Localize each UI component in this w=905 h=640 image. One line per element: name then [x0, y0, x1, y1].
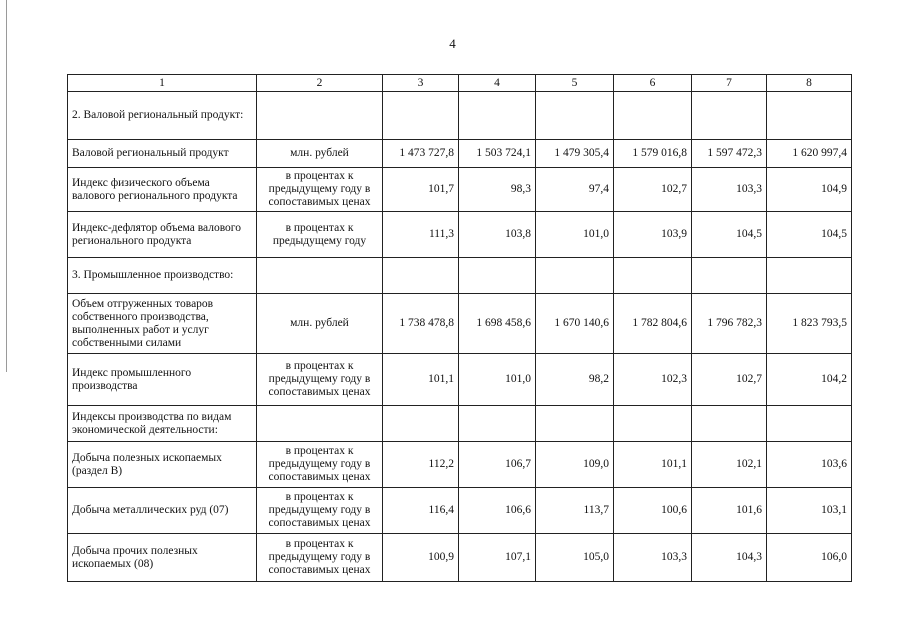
- unit-cell: [257, 92, 383, 140]
- value-cell: 101,1: [614, 442, 692, 488]
- value-cell: 107,1: [459, 534, 536, 582]
- column-header: 3: [383, 75, 459, 92]
- indicator-name: Добыча металлических руд (07): [68, 488, 257, 534]
- value-cell: 1 670 140,6: [536, 294, 614, 354]
- value-cell: 98,3: [459, 168, 536, 212]
- value-cell: 111,3: [383, 212, 459, 258]
- section-row-grp: [68, 92, 852, 140]
- value-cell: 100,9: [383, 534, 459, 582]
- value-cell: 112,2: [383, 442, 459, 488]
- table-row: [68, 354, 852, 406]
- value-cell: [383, 258, 459, 294]
- column-header: 4: [459, 75, 536, 92]
- value-cell: 102,7: [614, 168, 692, 212]
- value-cell: 103,6: [767, 442, 852, 488]
- value-cell: [614, 258, 692, 294]
- value-cell: 116,4: [383, 488, 459, 534]
- indicator-name: Добыча полезных ископаемых (раздел B): [68, 442, 257, 488]
- indicator-name: 3. Промышленное производство:: [68, 258, 257, 294]
- value-cell: 104,5: [692, 212, 767, 258]
- indicator-name: Добыча прочих полезных ископаемых (08): [68, 534, 257, 582]
- column-header: 5: [536, 75, 614, 92]
- value-cell: [692, 406, 767, 442]
- value-cell: 1 479 305,4: [536, 140, 614, 168]
- value-cell: [767, 92, 852, 140]
- column-header: 8: [767, 75, 852, 92]
- value-cell: 109,0: [536, 442, 614, 488]
- column-header: 6: [614, 75, 692, 92]
- value-cell: 101,0: [459, 354, 536, 406]
- indicator-name: Объем отгруженных товаров собственного производства, выполненных работ и услуг собственными силами: [68, 294, 257, 354]
- value-cell: [459, 92, 536, 140]
- column-header: 7: [692, 75, 767, 92]
- value-cell: 104,5: [767, 212, 852, 258]
- value-cell: 103,3: [614, 534, 692, 582]
- table-row: [68, 442, 852, 488]
- value-cell: 101,1: [383, 354, 459, 406]
- indicator-name: Индексы производства по видам экономической деятельности:: [68, 406, 257, 442]
- unit-cell: [257, 258, 383, 294]
- table-row: [68, 294, 852, 354]
- value-cell: 113,7: [536, 488, 614, 534]
- value-cell: [767, 258, 852, 294]
- unit-cell: в процентах к предыдущему году в сопоставимых ценах: [257, 534, 383, 582]
- unit-cell: в процентах к предыдущему году в сопоставимых ценах: [257, 442, 383, 488]
- value-cell: [459, 258, 536, 294]
- indicator-name: Индекс физического объема валового регионального продукта: [68, 168, 257, 212]
- value-cell: [692, 92, 767, 140]
- value-cell: 1 620 997,4: [767, 140, 852, 168]
- value-cell: 103,8: [459, 212, 536, 258]
- value-cell: 103,1: [767, 488, 852, 534]
- table-row: [68, 140, 852, 168]
- value-cell: [459, 406, 536, 442]
- value-cell: 1 698 458,6: [459, 294, 536, 354]
- unit-cell: млн. рублей: [257, 140, 383, 168]
- value-cell: 106,0: [767, 534, 852, 582]
- statistics-table: [67, 74, 852, 582]
- value-cell: 102,1: [692, 442, 767, 488]
- value-cell: [536, 406, 614, 442]
- value-cell: 104,3: [692, 534, 767, 582]
- column-number-row: [68, 75, 852, 92]
- value-cell: 1 823 793,5: [767, 294, 852, 354]
- indicator-name: 2. Валовой региональный продукт:: [68, 92, 257, 140]
- unit-cell: млн. рублей: [257, 294, 383, 354]
- value-cell: 104,9: [767, 168, 852, 212]
- value-cell: 1 597 472,3: [692, 140, 767, 168]
- value-cell: 1 796 782,3: [692, 294, 767, 354]
- value-cell: 98,2: [536, 354, 614, 406]
- unit-cell: [257, 406, 383, 442]
- value-cell: [536, 92, 614, 140]
- value-cell: 106,7: [459, 442, 536, 488]
- indicator-name: Индекс-дефлятор объема валового регионального продукта: [68, 212, 257, 258]
- indicator-name: Индекс промышленного производства: [68, 354, 257, 406]
- value-cell: [614, 92, 692, 140]
- left-margin-line: [6, 0, 7, 372]
- column-header: 1: [68, 75, 257, 92]
- value-cell: 104,2: [767, 354, 852, 406]
- value-cell: 1 503 724,1: [459, 140, 536, 168]
- section-row-industry: [68, 258, 852, 294]
- value-cell: [692, 258, 767, 294]
- table-row: [68, 488, 852, 534]
- value-cell: 100,6: [614, 488, 692, 534]
- section-row-activity-indices: [68, 406, 852, 442]
- value-cell: 103,9: [614, 212, 692, 258]
- value-cell: 1 738 478,8: [383, 294, 459, 354]
- table-row: [68, 212, 852, 258]
- unit-cell: в процентах к предыдущему году в сопоставимых ценах: [257, 488, 383, 534]
- value-cell: 97,4: [536, 168, 614, 212]
- unit-cell: в процентах к предыдущему году: [257, 212, 383, 258]
- page-number: 4: [449, 36, 456, 51]
- table-row: [68, 534, 852, 582]
- value-cell: [536, 258, 614, 294]
- value-cell: 1 579 016,8: [614, 140, 692, 168]
- unit-cell: в процентах к предыдущему году в сопоставимых ценах: [257, 168, 383, 212]
- value-cell: [767, 406, 852, 442]
- value-cell: 101,0: [536, 212, 614, 258]
- value-cell: 106,6: [459, 488, 536, 534]
- value-cell: [383, 406, 459, 442]
- value-cell: 101,6: [692, 488, 767, 534]
- value-cell: [614, 406, 692, 442]
- value-cell: 101,7: [383, 168, 459, 212]
- value-cell: [383, 92, 459, 140]
- value-cell: 102,3: [614, 354, 692, 406]
- column-header: 2: [257, 75, 383, 92]
- value-cell: 102,7: [692, 354, 767, 406]
- value-cell: 1 473 727,8: [383, 140, 459, 168]
- indicator-name: Валовой региональный продукт: [68, 140, 257, 168]
- value-cell: 105,0: [536, 534, 614, 582]
- unit-cell: в процентах к предыдущему году в сопоставимых ценах: [257, 354, 383, 406]
- value-cell: 103,3: [692, 168, 767, 212]
- table-row: [68, 168, 852, 212]
- value-cell: 1 782 804,6: [614, 294, 692, 354]
